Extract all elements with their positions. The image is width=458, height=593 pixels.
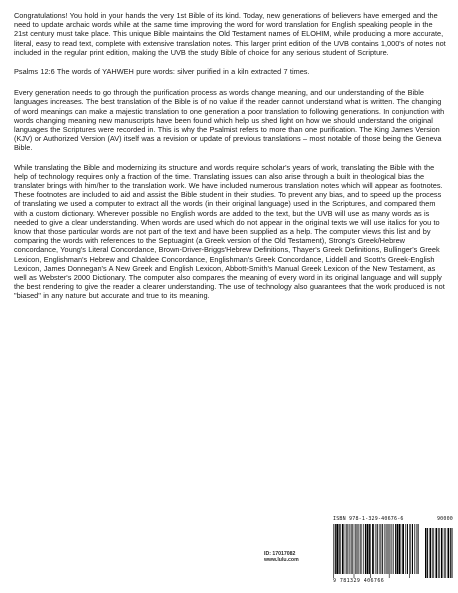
isbn-label [333, 516, 453, 522]
price-code: 90000 [436, 516, 453, 522]
intro-paragraph: Congratulations! You hold in your hands the very 1st Bible of its kind. Today, new generations of believers have emerged and the need to update archaic words while at the same time improving the word for word translation for English speaking people in the 21st century must take place. This unique Bible maintains the Old Testament names of ELOHIM, while producing a more accurate, literal, easy to read text, complete with extensive translation notes. This larger print edition of the UVB contains 1,000's of notes not included in the regular print edition, making the UVB the study Bible of choice for any serious student of Scripture. [14, 11, 446, 57]
translation-paragraph: While translating the Bible and modernizing its structure and words require scholar's years of work, translating the Bible with the help of technology requires only a fraction of the time. Translating issues can also arise through a built in theological bias the translater brings with him/her to the translation work. We have included numerous translation notes which will appear as footnotes. These footnotes are included to aid and assist the Bible student in their studies. To prevent any bias, and to speed up the process of translating we used a computer to extract all the words (in their original language) used in the Scriptures, and compared them with a custom dictionary. Wherever possible no English words are added to the text, but the UVB will use as many words as is needed to give a clear understanding. When words are used which do not appear in the original texts we will use italics for you to know that those particular words are not part of the text and have been supplied as a help. The computer views this list and by comparing the words with references to the Septuagint (a Greek version of the Old Testament), Strong's Greek/Hebrew concordance, Young's Literal Concordance, Brown-Driver-Briggs'Hebrew Definitions, Thayer's Greek Definitions, Bullinger's Greek Lexicon, Englishman's Hebrew and Chaldee Concordance, Englishman's Greek Concordance, Liddell and Scott's Greek-English Lexicon, James Donnegan's A New Greek and English Lexicon, Abbott-Smith's Manual Greek Lexicon of the New Testament, as well as Webster's 2000 Dictionary. The computer also compares the meaning of every word in its original language and will supply the best rendering to give the reader a clearer understanding. The use of technology also guarantees that the work produced is not "biased" in any nature but accurate and true to its meaning. [14, 162, 445, 301]
publisher-id-block [264, 551, 299, 564]
purification-paragraph: Every generation needs to go through the purification process as words change meaning, and our understanding of the Bible languages increases. The best translation of the Bible is of no value if the reader cannot understand what is written. The changing of word meanings can make a majestic translation to one generation a poor translation to following generations. In conjunction with words changing meaning new manuscripts have been found which help us shed light on how we should understand the original languages the Scriptures were recorded in. This is why the Psalmist refers to more than one purification. The King James Version (KJV) or Authorized Version (AV) itself was a revision or update of previous translations – most notable of those being the Geneva Bible. [14, 88, 445, 153]
barcode-number: 9 781329 406766 [333, 578, 385, 584]
product-id: ID: 17017082 [264, 551, 296, 557]
psalm-quote: Psalms 12:6 The words of YAHWEH pure words: silver purified in a kiln extracted 7 times. [14, 67, 310, 77]
isbn-number: ISBN 978-1-329-40676-6 [333, 516, 404, 522]
cover-text [14, 11, 446, 311]
publisher-footer [264, 503, 454, 589]
isbn-barcode [333, 516, 453, 586]
barcode-image [333, 524, 453, 578]
publisher-website: www.lulu.com [264, 557, 299, 564]
